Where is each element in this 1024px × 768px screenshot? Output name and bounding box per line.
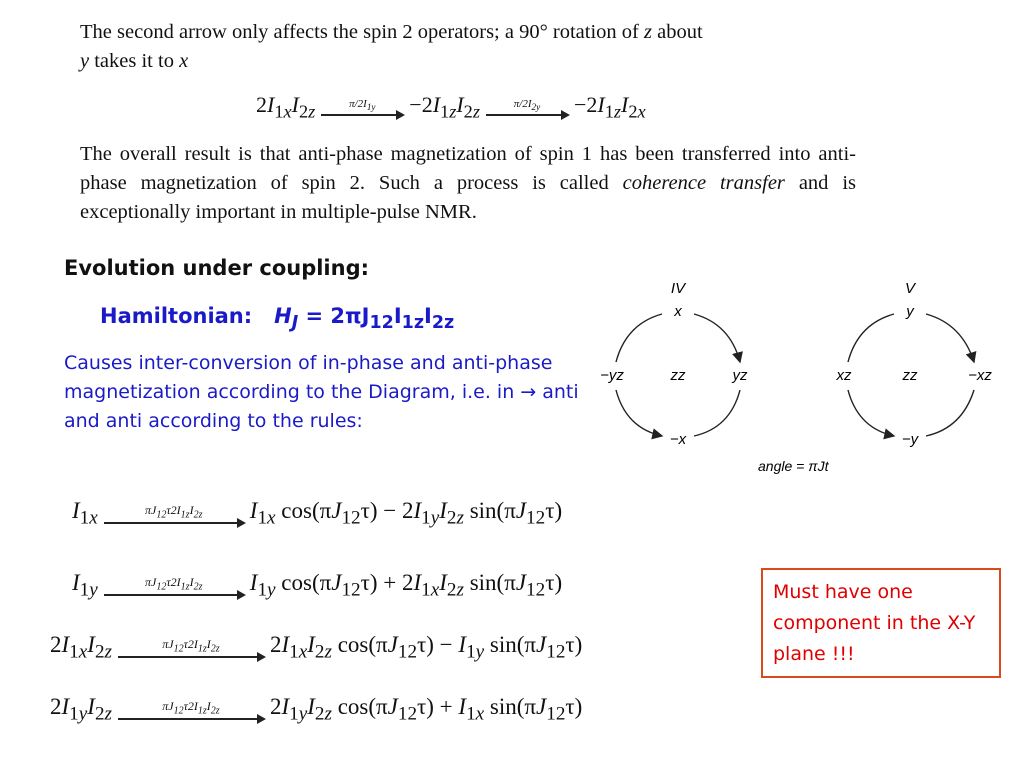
rule-3-lhs: $2I_{1x}I_{2z}$	[50, 632, 112, 663]
diagram-right-top: y	[906, 303, 914, 320]
rotation-equation	[256, 92, 646, 122]
rule-4-arrow: $\pi J_{12}\tau 2I_{1z}I_{2z}$	[118, 700, 264, 720]
rotation-term-2: $-2I_{1z}I_{2z}$	[409, 92, 480, 122]
diagram-left-right: yz	[732, 367, 748, 384]
diagram-right-center: zz	[902, 367, 918, 384]
rotation-term-3: $-2I_{1z}I_{2x}$	[573, 92, 646, 122]
rule-2-rhs: $I_{1y}$ $\cos(\pi J_{12}\tau) + 2I_{1x}I_{2z}$ $\sin(\pi J_{12}\tau)$	[249, 570, 563, 601]
para2-text-2: and is exceptionally important in multiple-pulse NMR.	[80, 172, 857, 223]
rule-1	[72, 498, 562, 530]
diagram-right-bottom: −y	[901, 431, 919, 448]
intro-line-1: The second arrow only affects the spin 2 operators; a 90° rotation of z about	[80, 21, 703, 43]
rule-2	[72, 570, 562, 602]
evolution-heading: Evolution under coupling:	[64, 256, 370, 280]
intro-paragraph	[80, 18, 856, 76]
diagram-left-title: IV	[670, 280, 686, 297]
diagram-left-arc-top-right	[694, 314, 740, 362]
rotation-arrow-1	[321, 98, 403, 116]
diagram-right-arc-bottom-left	[848, 390, 894, 436]
rule-2-arrow: $\pi J_{12}\tau 2I_{1z}I_{2z}$	[104, 576, 244, 596]
hamiltonian-label: Hamiltonian:	[100, 304, 253, 328]
diagram-left-arc-bottom-right	[694, 390, 740, 436]
diagram-left-top: x	[674, 303, 682, 320]
rule-4	[50, 694, 582, 726]
rotation-term-1: $2I_{1x}I_{2z}$	[256, 92, 316, 122]
diagram-left-left: −yz	[600, 367, 624, 384]
rule-1-rhs: $I_{1x}$ $\cos(\pi J_{12}\tau) - 2I_{1y}I_{2z}$ $\sin(\pi J_{12}\tau)$	[249, 498, 563, 529]
rule-3	[50, 632, 582, 664]
causes-description: Causes inter-conversion of in-phase and anti-phase magnetization according to the Diagram, i.e. in → anti and anti according to the rules:	[64, 352, 579, 432]
diagram-right-arc-bottom-right	[926, 390, 974, 436]
rule-3-rhs: $2I_{1x}I_{2z}$ $\cos(\pi J_{12}\tau) - I_{1y}$ $\sin(\pi J_{12}\tau)$	[269, 632, 583, 663]
rotation-arrow-2-label: $\pi/2I_{2y}$	[513, 98, 541, 113]
coupling-rotation-diagram	[590, 272, 1010, 482]
diagram-left-arc-bottom-left	[616, 390, 662, 436]
diagram-right-arc-top-left	[848, 314, 894, 362]
rule-3-arrow: $\pi J_{12}\tau 2I_{1z}I_{2z}$	[118, 638, 264, 658]
diagram-right-arc-top-right	[926, 314, 974, 362]
diagram-left-bottom: −x	[669, 431, 687, 448]
para2-text-1: The overall result is that anti-phase magnetization of spin 1 has been transferred into anti-phase magnetization of spin 2. Such a process is called	[80, 143, 856, 194]
rule-4-lhs: $2I_{1y}I_{2z}$	[50, 694, 112, 725]
hamiltonian-line	[100, 304, 454, 333]
diagram-right-right: −xz	[968, 367, 992, 384]
rotation-arrow-1-label: $\pi/2I_{1y}$	[349, 98, 376, 113]
rotation-arrow-2	[486, 98, 568, 116]
diagram-left-arc-top-left	[616, 314, 662, 362]
diagram-caption: angle = πJt	[758, 458, 829, 474]
intro-line-2: y takes it to x	[80, 50, 189, 72]
rule-4-rhs: $2I_{1y}I_{2z}$ $\cos(\pi J_{12}\tau) + I_{1x}$ $\sin(\pi J_{12}\tau)$	[269, 694, 583, 725]
rule-1-lhs: $I_{1x}$	[72, 498, 98, 529]
rule-2-lhs: $I_{1y}$	[72, 570, 98, 601]
xy-plane-note: Must have one component in the X-Y plane !!!	[761, 568, 1001, 678]
para2-italic-term: coherence transfer	[622, 172, 785, 194]
hamiltonian-expression: $H_J = 2\pi J_{12}I_{1z}I_{2z}$	[274, 304, 455, 334]
diagram-right-title: V	[904, 280, 916, 297]
coherence-transfer-paragraph	[80, 140, 856, 227]
diagram-right-left: xz	[836, 367, 852, 384]
rule-1-arrow: $\pi J_{12}\tau 2I_{1z}I_{2z}$	[104, 504, 244, 524]
diagram-left-center: zz	[670, 367, 686, 384]
